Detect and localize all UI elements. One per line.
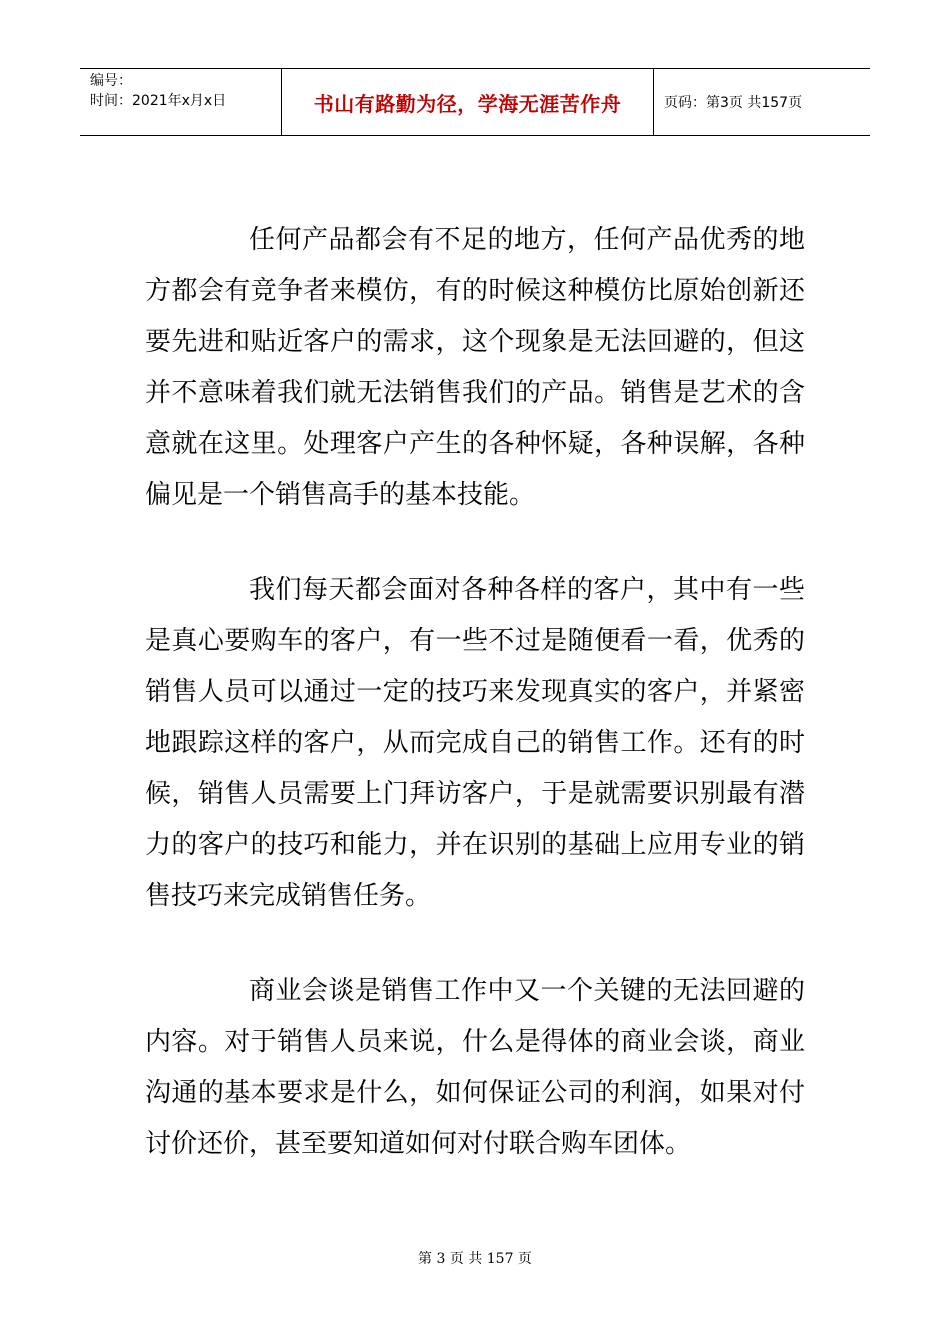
- document-time-label: 时间：2021年x月x日: [90, 93, 227, 109]
- header-motto: 书山有路勤为径，学海无涯苦作舟: [313, 91, 622, 116]
- footer-page-number: 第 3 页 共 157 页: [418, 1251, 532, 1267]
- header-motto-cell: [282, 69, 654, 135]
- header-meta-cell: [80, 69, 282, 135]
- document-body: [145, 215, 805, 1214]
- page-footer: [0, 1248, 950, 1268]
- paragraph-2: 我们每天都会面对各种各样的客户，其中有一些是真心要购车的客户，有一些不过是随便看一看，优秀的销售人员可以通过一定的技巧来发现真实的客户，并紧密地跟踪这样的客户，从而完成自己的销售工作。还有的时候，销售人员需要上门拜访客户，于是就需要识别最有潜力的客户的技巧和能力，并在识别的基础上应用专业的销售技巧来完成销售任务。: [145, 575, 805, 911]
- page-header: [80, 68, 870, 136]
- paragraph-1: 任何产品都会有不足的地方，任何产品优秀的地方都会有竞争者来模仿，有的时候这种模仿比原始创新还要先进和贴近客户的需求，这个现象是无法回避的，但这并不意味着我们就无法销售我们的产品。销售是艺术的含意就在这里。处理客户产生的各种怀疑，各种误解，各种偏见是一个销售高手的基本技能。: [145, 225, 805, 510]
- header-page-info: 页码：第3页 共157页: [664, 95, 803, 111]
- document-number-label: 编号：: [90, 73, 132, 89]
- paragraph-3: 商业会谈是销售工作中又一个关键的无法回避的内容。对于销售人员来说，什么是得体的商业会谈，商业沟通的基本要求是什么，如何保证公司的利润，如果对付讨价还价，甚至要知道如何对付联合购车团体。: [145, 976, 805, 1159]
- header-page-cell: [654, 69, 870, 135]
